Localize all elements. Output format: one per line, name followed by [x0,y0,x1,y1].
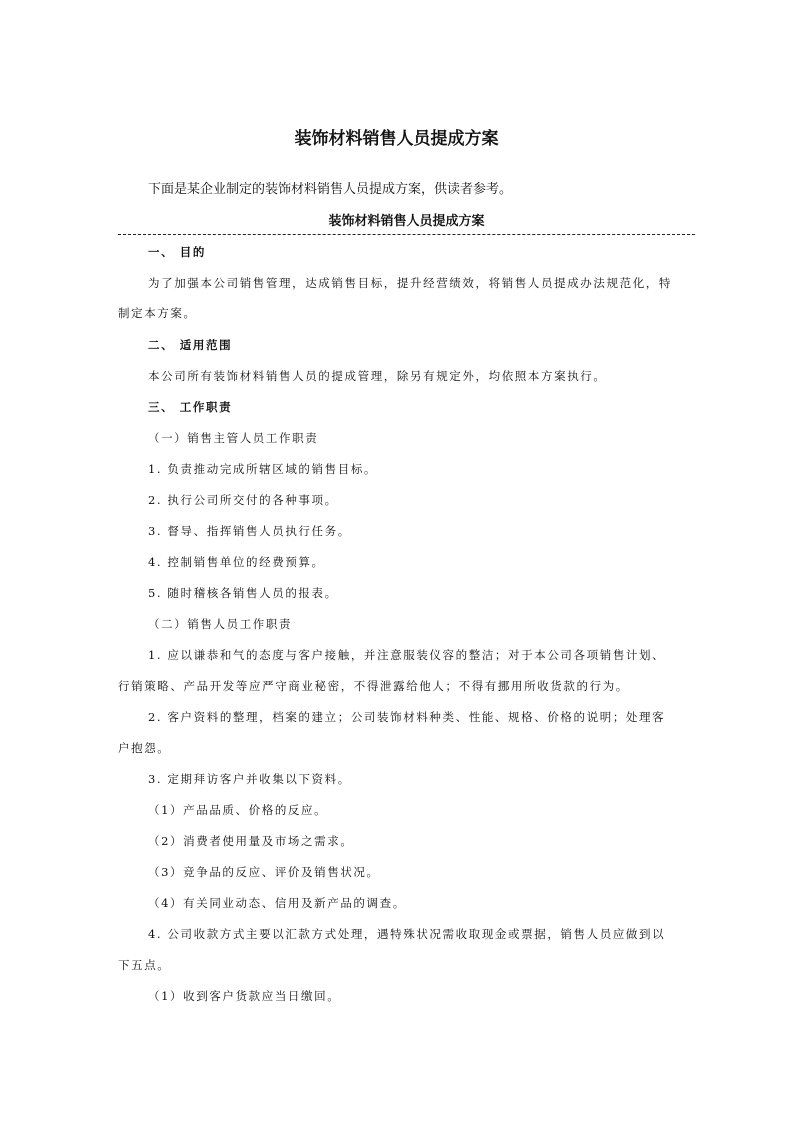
body-line: 4. 控制销售单位的经费预算。 [148,555,325,569]
intro-paragraph: 下面是某企业制定的装饰材料销售人员提成方案，供读者参考。 [148,182,513,197]
body-line: （1）产品品质、价格的反应。 [148,803,328,817]
body-line: 2. 客户资料的整理，档案的建立；公司装饰材料种类、性能、规格、价格的说明；处理客 [148,710,666,724]
body-line: 1. 负责推动完成所辖区域的销售目标。 [148,462,378,476]
body-line: 本公司所有装饰材料销售人员的提成管理，除另有规定外，均依照本方案执行。 [148,369,607,383]
body-line: 行销策略、产品开发等应严守商业秘密，不得泄露给他人；不得有挪用所收货款的行为。 [118,679,629,693]
document-title: 装饰材料销售人员提成方案 [294,129,499,149]
body-line: 1. 应以谦恭和气的态度与客户接触，并注意服装仪容的整洁；对于本公司各项销售计划、 [148,648,666,662]
dashed-divider [118,234,695,235]
section-heading: 三、 工作职责 [148,400,233,414]
section-subtitle: 装饰材料销售人员提成方案 [328,214,485,229]
body-line: 下五点。 [118,958,171,972]
body-line: 4. 公司收款方式主要以汇款方式处理，遇特殊状况需收取现金或票据，销售人员应做到以 [148,927,666,941]
body-line: （1）收到客户货款应当日缴回。 [148,989,341,1003]
section-heading: 二、 适用范围 [148,338,233,352]
body-line: 户抱怨。 [118,741,171,755]
body-line: （二）销售人员工作职责 [148,617,293,631]
body-line: 制定本方案。 [118,306,197,320]
body-line: 5. 随时稽核各销售人员的报表。 [148,586,338,600]
body-line: 3. 定期拜访客户并收集以下资料。 [148,772,351,786]
body-line: 为了加强本公司销售管理，达成销售目标，提升经营绩效，将销售人员提成办法规范化，特 [148,276,672,290]
body-line: 3. 督导、指挥销售人员执行任务。 [148,524,351,538]
body-line: （2）消费者使用量及市场之需求。 [148,834,354,848]
body-line: （一）销售主管人员工作职责 [148,431,319,445]
body-line: （3）竞争品的反应、评价及销售状况。 [148,865,380,879]
body-line: （4）有关同业动态、信用及新产品的调查。 [148,896,406,910]
section-heading: 一、 目的 [148,245,207,259]
body-line: 2. 执行公司所交付的各种事项。 [148,493,338,507]
